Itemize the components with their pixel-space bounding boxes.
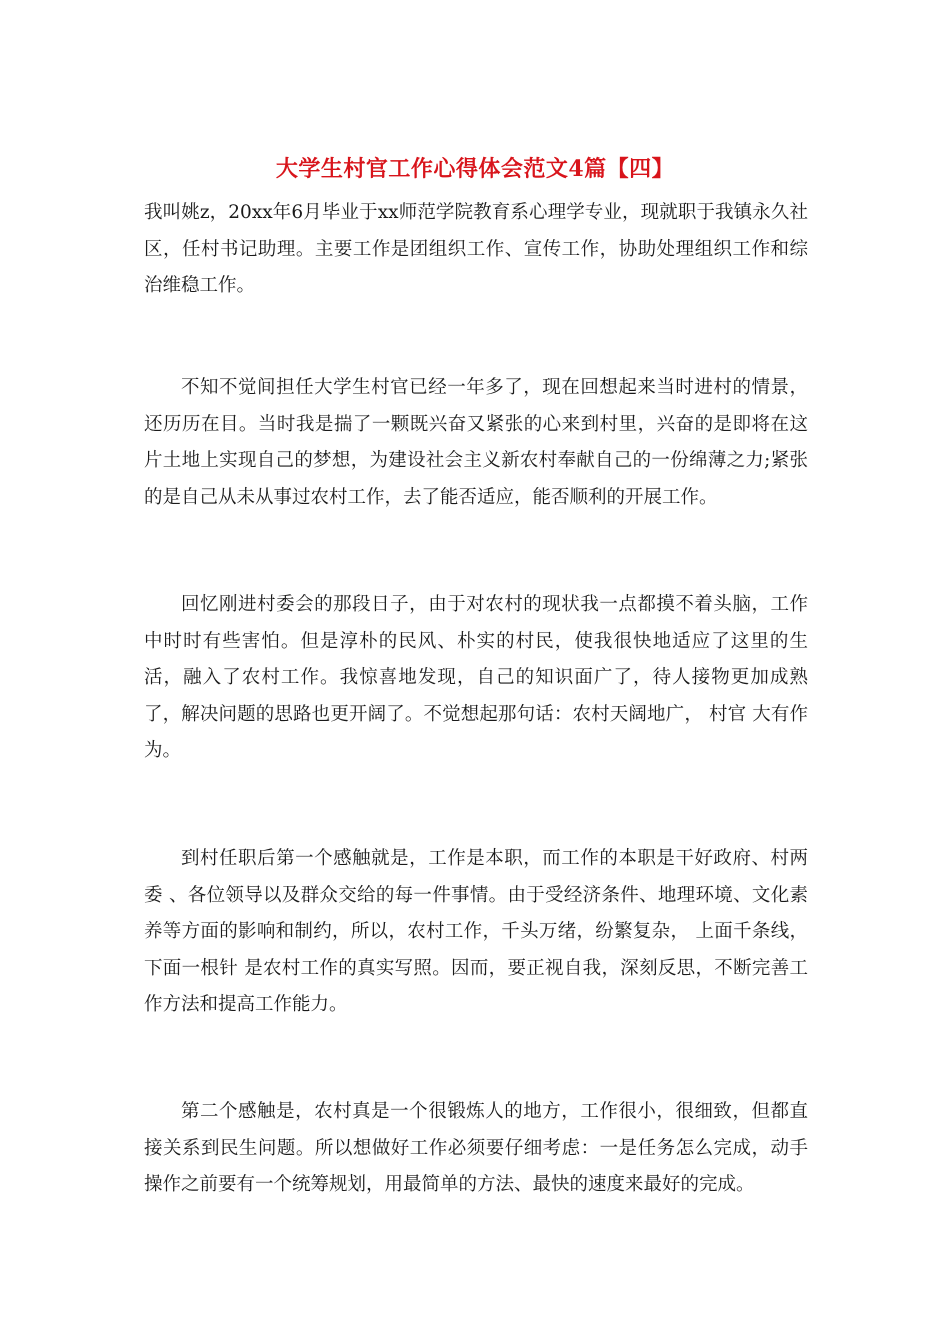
paragraph-first-insight: 到村任职后第一个感触就是，工作是本职，而工作的本职是干好政府、村两委 、各位领导以及群众交给的每一件事情。由于受经济条件、地理环境、文化素养等方面的影响和制约，所以，农村工作，千头万绪，纷繁复杂， 上面千条线，下面一根针 是农村工作的真实写照。因而，要正视自我，深刻反思，不断完善工作方法和提高工作能力。 (144, 848, 808, 1015)
paragraph-intro: 我叫姚z，20xx年6月毕业于xx师范学院教育系心理学专业，现就职于我镇永久社区，任村书记助理。主要工作是团组织工作、宣传工作，协助处理组织工作和综治维稳工作。 (144, 202, 808, 296)
paragraph-second-insight: 第二个感触是，农村真是一个很锻炼人的地方，工作很小，很细致，但都直接关系到民生问题。所以想做好工作必须要仔细考虑：一是任务怎么完成，动手操作之前要有一个统筹规划，用最简单的方法、最快的速度来最好的完成。 (144, 1101, 808, 1195)
paragraph-memories: 回忆刚进村委会的那段日子，由于对农村的现状我一点都摸不着头脑，工作中时时有些害怕。但是淳朴的民风、朴实的村民，使我很快地适应了这里的生活，融入了农村工作。我惊喜地发现，自己的知识面广了，待人接物更加成熟了，解决问题的思路也更开阔了。不觉想起那句话：农村天阔地广， 村官 大有作为。 (144, 594, 808, 761)
document-title: 大学生村官工作心得体会范文4篇【四】 (275, 156, 675, 182)
paragraph-first-year: 不知不觉间担任大学生村官已经一年多了，现在回想起来当时进村的情景，还历历在目。当时我是揣了一颗既兴奋又紧张的心来到村里，兴奋的是即将在这片土地上实现自己的梦想，为建设社会主义新农村奉献自己的一份绵薄之力;紧张的是自己从未从事过农村工作，去了能否适应，能否顺利的开展工作。 (144, 377, 808, 508)
